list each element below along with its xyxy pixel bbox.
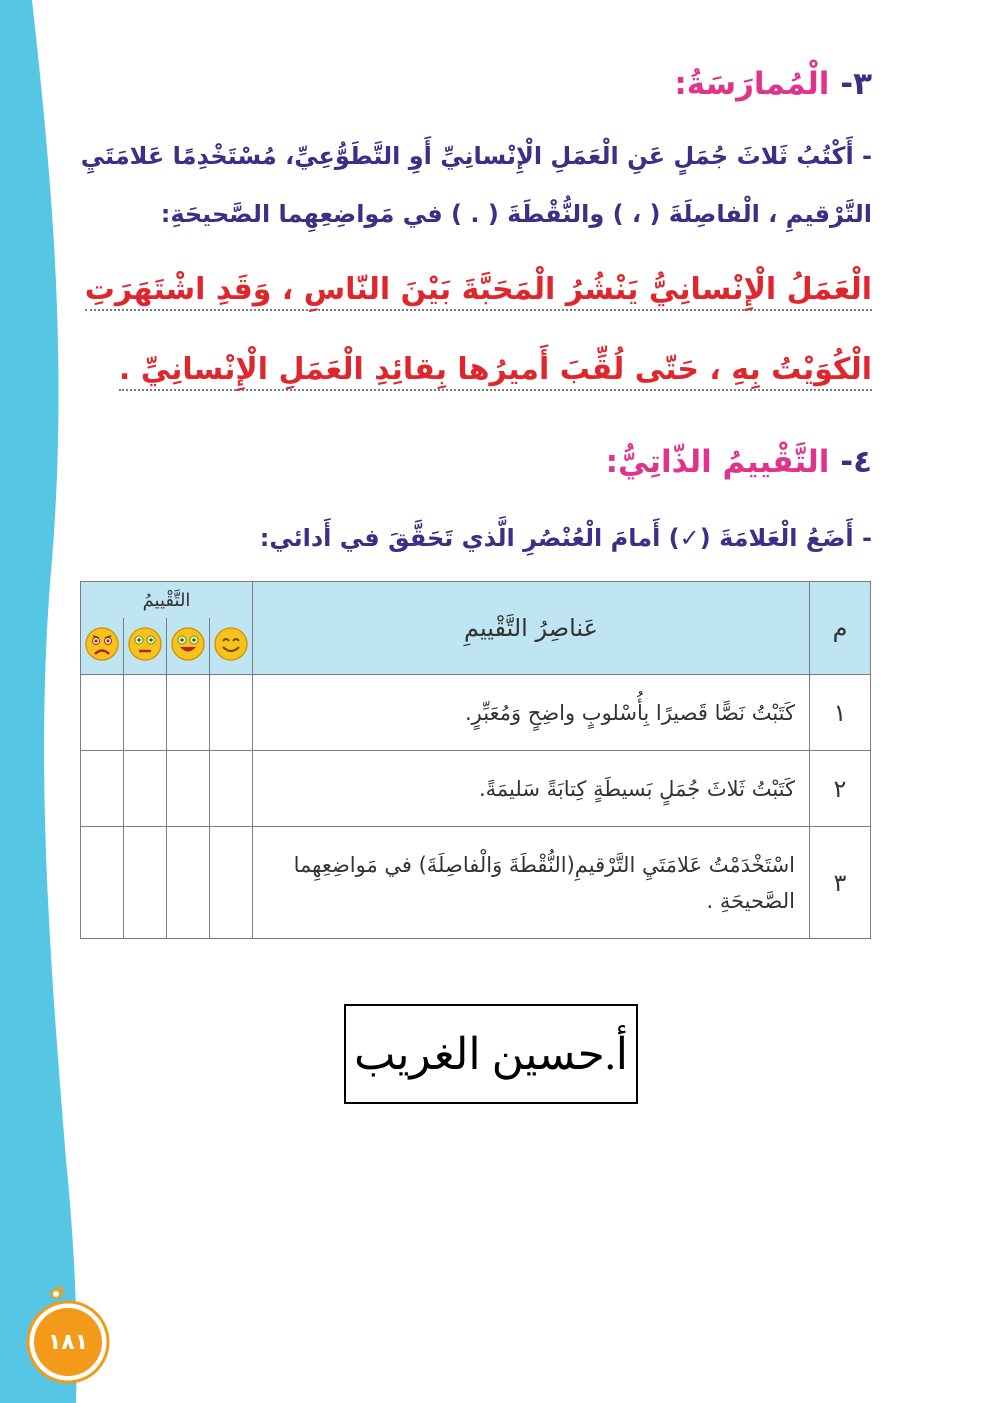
- instruction-dash: -: [862, 524, 872, 552]
- column-header-evaluation: التَّقْييمُ: [81, 582, 253, 619]
- instruction-dash: -: [862, 142, 872, 170]
- section-4-number: ٤-: [840, 444, 872, 480]
- column-header-number: م: [810, 582, 871, 675]
- neutral-face-icon: [124, 618, 167, 675]
- check-cell[interactable]: [167, 675, 210, 751]
- section-4-title: التَّقْييمُ الذّاتِيُّ:: [605, 444, 830, 480]
- section-4-instruction: [260, 524, 872, 552]
- check-cell[interactable]: [210, 827, 253, 939]
- table-row: [81, 827, 871, 939]
- page-number: ١٨١: [47, 1329, 89, 1355]
- section-4-heading: [606, 444, 872, 480]
- check-cell[interactable]: [81, 675, 124, 751]
- row-number: ٢: [810, 751, 871, 827]
- section-3-instruction-line-2: التَّرْقيمِ ، الْفاصِلَةَ ( ، ) والنُّقْطَةَ ( . ) في مَواضِعِهِما الصَّحيحَةِ:: [160, 200, 872, 228]
- section-3-title: الْمُمارَسَةُ:: [674, 66, 830, 102]
- answer-line-2: الْكُوَيْتُ بِهِ ، حَتّى لُقِّبَ أَميرُها بِقائِدِ الْعَمَلِ الْإِنْسانِيِّ .: [119, 352, 872, 391]
- self-evaluation-table: [80, 581, 871, 939]
- grinning-face-icon: [167, 618, 210, 675]
- check-cell[interactable]: [124, 751, 167, 827]
- table-row: [81, 675, 871, 751]
- instruction-text-1: أَكْتُبُ ثَلاثَ جُمَلٍ عَنِ الْعَمَلِ الْإِنْسانِيِّ أَوِ التَّطَوُّعِيِّ، مُسْتَخْدِمًا عَلامَتَيِ: [80, 142, 854, 170]
- section-3-heading: [674, 66, 872, 102]
- section-3-instruction-line-1: [81, 142, 872, 170]
- author-name-box: أ.حسين الغريب: [344, 1004, 638, 1104]
- check-cell[interactable]: [124, 675, 167, 751]
- instruction-text: أَضَعُ الْعَلامَةَ (✓) أَمامَ الْعُنْصُرِ الَّذي تَحَقَّقَ في أَدائي:: [259, 524, 854, 552]
- table-header-row: [81, 582, 871, 619]
- smiling-face-icon: [210, 618, 253, 675]
- check-cell[interactable]: [124, 827, 167, 939]
- section-3-number: ٣-: [840, 66, 872, 102]
- check-cell[interactable]: [167, 827, 210, 939]
- row-item-text: كَتَبْتُ نَصًّا قَصيرًا بِأُسْلوبٍ واضِحٍ وَمُعَبِّرٍ.: [253, 675, 810, 751]
- column-header-items: عَناصِرُ التَّقْييمِ: [253, 582, 810, 675]
- check-cell[interactable]: [210, 675, 253, 751]
- row-item-text: اسْتَخْدَمْتُ عَلامَتَيِ التَّرْقيمِ(النُّقْطَةَ وَالْفاصِلَةَ) في مَواضِعِهِما الصَّحيحَةِ .: [253, 827, 810, 939]
- sad-face-icon: [81, 618, 124, 675]
- check-cell[interactable]: [81, 827, 124, 939]
- check-cell[interactable]: [167, 751, 210, 827]
- answer-line-1: الْعَمَلُ الْإِنْسانِيُّ يَنْشُرُ الْمَحَبَّةَ بَيْنَ النّاسِ ، وَقَدِ اشْتَهَرَتِ: [85, 272, 872, 311]
- check-cell[interactable]: [210, 751, 253, 827]
- table-row: [81, 751, 871, 827]
- row-number: ٣: [810, 827, 871, 939]
- check-cell[interactable]: [81, 751, 124, 827]
- row-item-text: كَتَبْتُ ثَلاثَ جُمَلٍ بَسيطَةٍ كِتابَةً سَليمَةً.: [253, 751, 810, 827]
- row-number: ١: [810, 675, 871, 751]
